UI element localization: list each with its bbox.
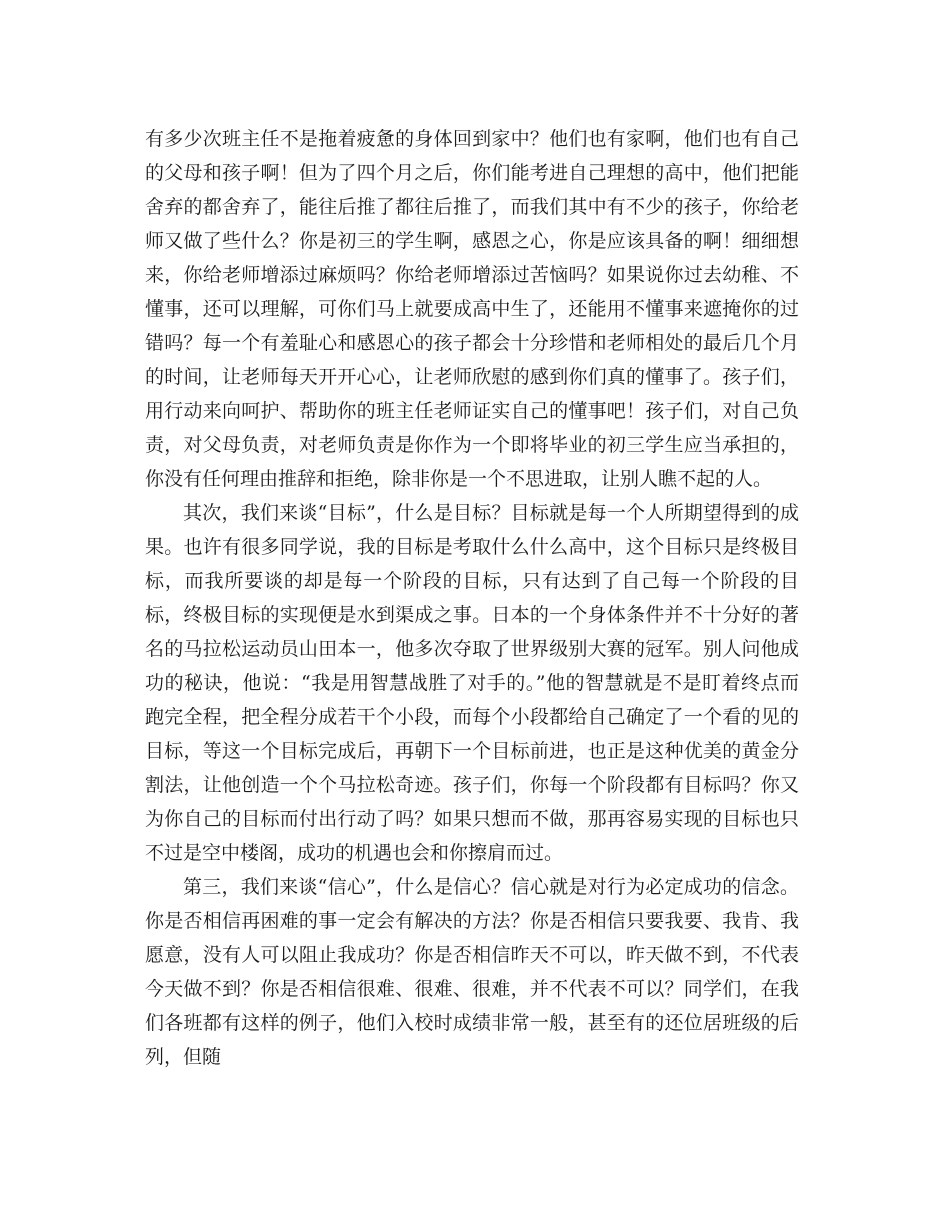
paragraph-1: 有多少次班主任不是拖着疲惫的身体回到家中？他们也有家啊，他们也有自己的父母和孩子啊！但为了四个月之后，你们能考进自己理想的高中，他们把能舍弃的都舍弃了，能往后推了都往后推了，而我们其中有不少的孩子，你给老师又做了些什么？你是初三的学生啊，感恩之心，你是应该具备的啊！细细想来，你给老师增添过麻烦吗？你给老师增添过苦恼吗？如果说你过去幼稚、不懂事，还可以理解，可你们马上就要成高中生了，还能用不懂事来遮掩你的过错吗？每一个有羞耻心和感恩心的孩子都会十分珍惜和老师相处的最后几个月的时间，让老师每天开开心心，让老师欣慰的感到你们真的懂事了。孩子们，用行动来向呵护、帮助你的班主任老师证实自己的懂事吧！孩子们，对自己负责，对父母负责，对老师负责是你作为一个即将毕业的初三学生应当承担的，你没有任何理由推辞和拒绝，除非你是一个不思进取，让别人瞧不起的人。	[145, 128, 799, 490]
paragraph-3: 第三，我们来谈“信心”，什么是信心？信心就是对行为必定成功的信念。你是否相信再困难的事一定会有解决的方法？你是否相信只要我要、我肯、我愿意，没有人可以阻止我成功？你是否相信昨天不可以，昨天做不到，不代表今天做不到？你是否相信很难、很难、很难，并不代表不可以？同学们，在我们各班都有这样的例子，他们入校时成绩非常一般，甚至有的还位居班级的后列，但随	[145, 876, 799, 1068]
paragraph-2: 其次，我们来谈“目标”，什么是目标？目标就是每一个人所期望得到的成果。也许有很多同学说，我的目标是考取什么什么高中，这个目标只是终极目标，而我所要谈的却是每一个阶段的目标，只有达到了自己每一个阶段的目标，终极目标的实现便是水到渠成之事。日本的一个身体条件并不十分好的著名的马拉松运动员山田本一，他多次夺取了世界级别大赛的冠军。别人问他成功的秘诀，他说：“我是用智慧战胜了对手的。”他的智慧就是不是盯着终点而跑完全程，把全程分成若干个小段，而每个小段都给自己确定了一个看的见的目标，等这一个目标完成后，再朝下一个目标前进，也正是这种优美的黄金分割法，让他创造一个个马拉松奇迹。孩子们，你每一个阶段都有目标吗？你又为你自己的目标而付出行动了吗？如果只想而不做，那再容易实现的目标也只不过是空中楼阁，成功的机遇也会和你擦肩而过。	[145, 502, 799, 864]
body-text	[145, 122, 799, 1074]
